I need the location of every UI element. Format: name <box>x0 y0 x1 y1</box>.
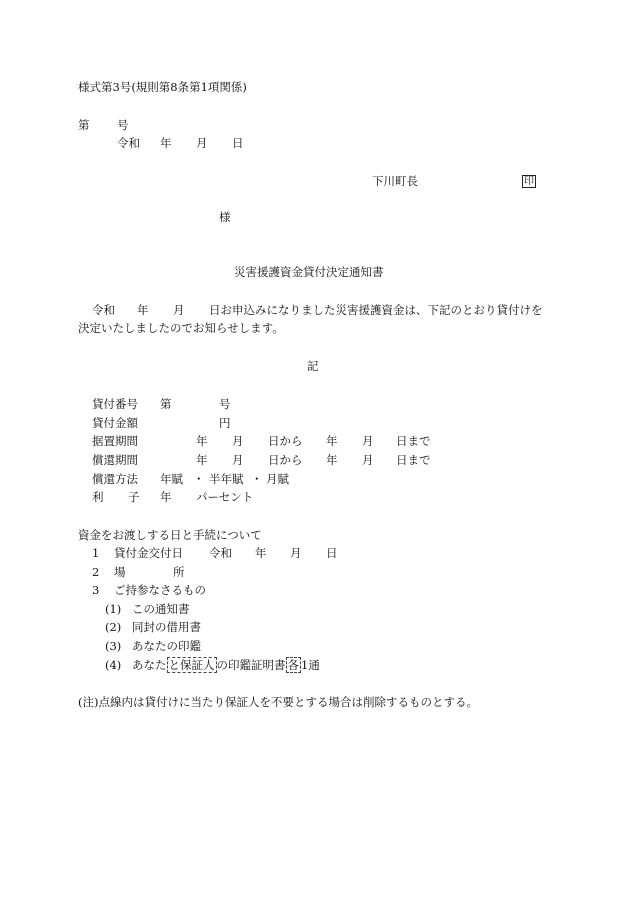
repay-d1: 日から <box>268 453 303 467</box>
sub4-text-e: 1通 <box>301 658 320 672</box>
loan-no-prefix: 第 <box>160 397 172 411</box>
repay-method-opt1: 年賦 <box>160 472 183 486</box>
loan-no-label: 貸付番号 <box>92 397 138 411</box>
grace-y2: 年 <box>326 434 338 448</box>
sub3-num: (3) <box>105 639 122 653</box>
repay-method-opt2: 半年賦 <box>209 472 244 486</box>
repay-y1: 年 <box>196 453 208 467</box>
sender-title: 下川町長 <box>372 174 418 188</box>
grace-m2: 月 <box>362 434 374 448</box>
sub1-text: この通知書 <box>132 602 190 616</box>
repay-method-opt3: 月賦 <box>266 472 289 486</box>
item3-num: 3 <box>92 583 100 597</box>
repay-method-sep2: ・ <box>251 472 263 486</box>
item1-day: 日 <box>326 546 338 560</box>
repay-method-label: 償還方法 <box>92 472 138 486</box>
item1-month: 月 <box>290 546 302 560</box>
loan-amount-unit: 円 <box>219 416 231 430</box>
item2-label-a: 場 <box>114 565 126 579</box>
doc-no-suffix: 号 <box>117 118 129 132</box>
item2-label-b: 所 <box>173 565 185 579</box>
intro-era: 令和 <box>92 303 115 317</box>
loan-amount-label: 貸付金額 <box>92 416 138 430</box>
sub2-num: (2) <box>105 620 122 634</box>
intro-line2: 決定いたしましたのでお知らせします。 <box>78 321 284 335</box>
seal-mark: 印 <box>524 176 534 187</box>
interest-label-b: 子 <box>128 490 140 504</box>
doc-no-prefix: 第 <box>78 118 90 132</box>
item1-era: 令和 <box>209 546 232 560</box>
repay-period-label: 償還期間 <box>92 453 138 467</box>
procedure-heading: 資金をお渡しする日と手続について <box>78 528 262 542</box>
sub2-text: 同封の借用書 <box>132 620 201 634</box>
sub4-text-a: あなた <box>132 658 167 672</box>
item2-num: 2 <box>92 565 100 579</box>
footnote: (注)点線内は貸付けに当たり保証人を不要とする場合は削除するものとする。 <box>78 695 478 709</box>
item1-label: 貸付金交付日 <box>114 546 183 560</box>
repay-method-sep1: ・ <box>193 472 205 486</box>
grace-y1: 年 <box>196 434 208 448</box>
repay-m1: 月 <box>232 453 244 467</box>
sub3-text: あなたの印鑑 <box>132 639 201 653</box>
interest-year: 年 <box>160 490 172 504</box>
form-label: 様式第3号(規則第8条第1項関係) <box>78 80 247 94</box>
sub1-num: (1) <box>105 602 122 616</box>
grace-d2: 日まで <box>396 434 431 448</box>
interest-label-a: 利 <box>92 490 104 504</box>
each-dashed-box: 各 <box>287 658 299 672</box>
recipient-honorific: 様 <box>219 210 231 224</box>
interest-percent: パーセント <box>196 490 254 504</box>
grace-d1: 日から <box>268 434 303 448</box>
item3-label: ご持参なさるもの <box>114 583 206 597</box>
sub4-num: (4) <box>105 658 122 672</box>
date-day: 日 <box>232 136 244 150</box>
date-era: 令和 <box>117 136 140 150</box>
item1-num: 1 <box>92 546 100 560</box>
repay-m2: 月 <box>362 453 374 467</box>
repay-d2: 日まで <box>396 453 431 467</box>
guarantor-dashed-box: と保証人 <box>168 658 215 672</box>
loan-no-suffix: 号 <box>219 397 231 411</box>
sub4-line <box>132 660 320 672</box>
intro-year: 年 <box>137 303 149 317</box>
date-month: 月 <box>196 136 208 150</box>
intro-line1-rest: 日お申込みになりました災害援護資金は、下記のとおり貸付けを <box>209 303 543 317</box>
document-title: 災害援護資金貸付決定通知書 <box>234 265 384 279</box>
grace-label: 据置期間 <box>92 434 138 448</box>
ki-heading: 記 <box>307 359 319 373</box>
repay-y2: 年 <box>326 453 338 467</box>
date-year: 年 <box>160 136 172 150</box>
grace-m1: 月 <box>232 434 244 448</box>
item1-year: 年 <box>255 546 267 560</box>
sub4-text-c: の印鑑証明書 <box>216 658 286 672</box>
intro-month: 月 <box>173 303 185 317</box>
